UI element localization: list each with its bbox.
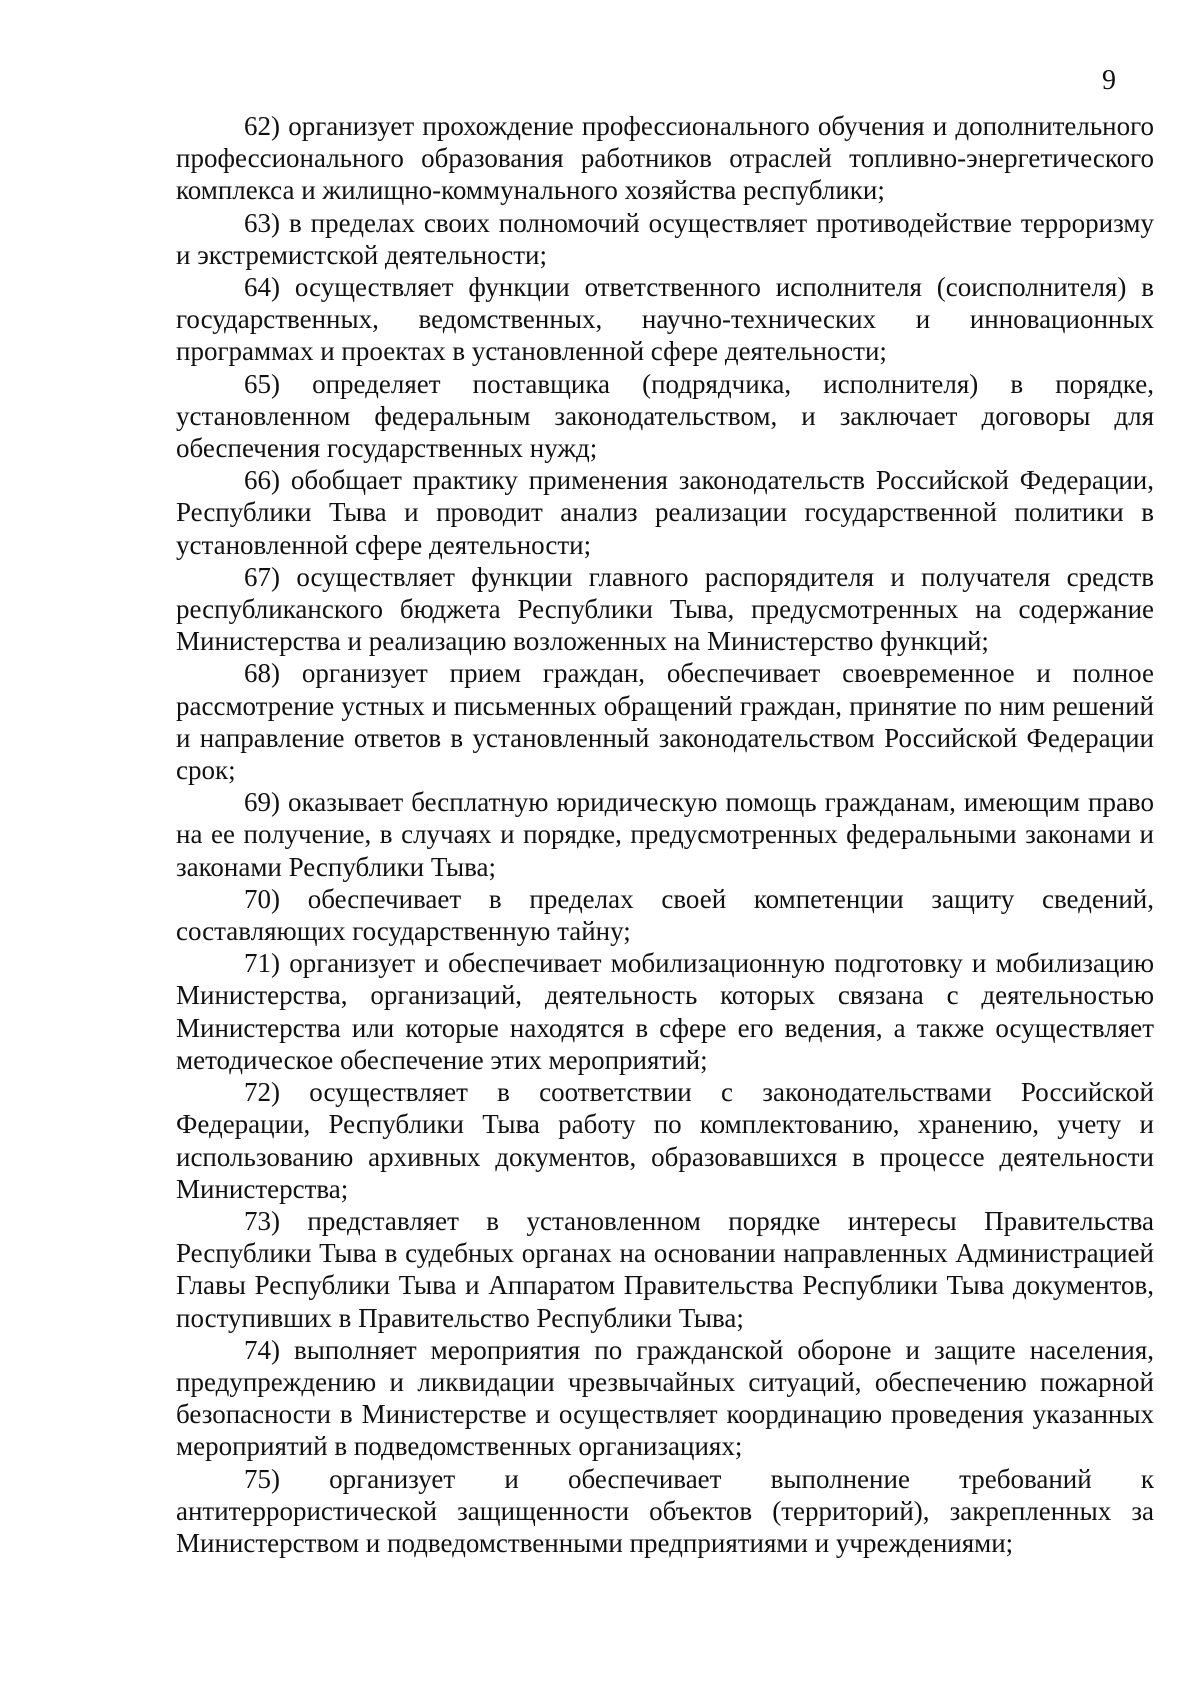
list-item-71: 71) организует и обеспечивает мобилизационную подготовку и мобилизацию Министерства, организаций, деятельность которых связана с деятельностью Министерства или которые находятся в сфере его ведения, а также осуществляет методическое обеспечение этих мероприятий; — [176, 948, 1154, 1075]
document-body — [176, 110, 1154, 1559]
list-item-72: 72) осуществляет в соответствии с законодательствами Российской Федерации, Республики Тыва работу по комплектованию, хранению, учету и использованию архивных документов, образовавшихся в процессе деятельности Министерства; — [176, 1077, 1154, 1204]
list-item-64: 64) осуществляет функции ответственного исполнителя (соисполнителя) в государственных, ведомственных, научно-технических и инновационных программах и проектах в установленной сфере деятельности; — [176, 272, 1154, 367]
list-item-74: 74) выполняет мероприятия по гражданской обороне и защите населения, предупреждению и ликвидации чрезвычайных ситуаций, обеспечению пожарной безопасности в Министерстве и осуществляет координацию проведения указанных мероприятий в подведомственных организациях; — [176, 1334, 1154, 1462]
list-item-68: 68) организует прием граждан, обеспечивает своевременное и полное рассмотрение устных и письменных обращений граждан, принятие по ним решений и направление ответов в установленный законодательством Российской Федерации срок; — [176, 658, 1154, 786]
list-item-67: 67) осуществляет функции главного распорядителя и получателя средств республиканского бюджета Республики Тыва, предусмотренных на содержание Министерства и реализацию возложенных на Министерство функций; — [176, 561, 1154, 657]
list-item-65: 65) определяет поставщика (подрядчика, исполнителя) в порядке, установленном федеральным законодательством, и заключает договоры для обеспечения государственных нужд; — [176, 368, 1154, 464]
list-item-62: 62) организует прохождение профессионального обучения и дополнительного профессионального образования работников отраслей топливно-энергетического комплекса и жилищно-коммунального хозяйства республики; — [176, 111, 1154, 206]
list-item-75: 75) организует и обеспечивает выполнение требований к антитеррористической защищенности объектов (территорий), закрепленных за Министерством и подведомственными предприятиями и учреждениями; — [176, 1463, 1154, 1558]
list-item-63: 63) в пределах своих полномочий осуществляет противодействие терроризму и экстремистской деятельности; — [176, 207, 1154, 270]
list-item-66: 66) обобщает практику применения законодательств Российской Федерации, Республики Тыва и проводит анализ реализации государственной политики в установленной сфере деятельности; — [176, 465, 1154, 560]
list-item-70: 70) обеспечивает в пределах своей компетенции защиту сведений, составляющих государственную тайну; — [176, 883, 1154, 947]
list-item-73: 73) представляет в установленном порядке интересы Правительства Республики Тыва в судебных органах на основании направленных Администрацией Главы Республики Тыва и Аппаратом Правительства Республики Тыва документов, поступивших в Правительство Республики Тыва; — [176, 1205, 1154, 1333]
list-item-69: 69) оказывает бесплатную юридическую помощь гражданам, имеющим право на ее получение, в случаях и порядке, предусмотренных федеральными законами и законами Республики Тыва; — [176, 787, 1154, 882]
page-number: 9 — [1102, 65, 1116, 96]
